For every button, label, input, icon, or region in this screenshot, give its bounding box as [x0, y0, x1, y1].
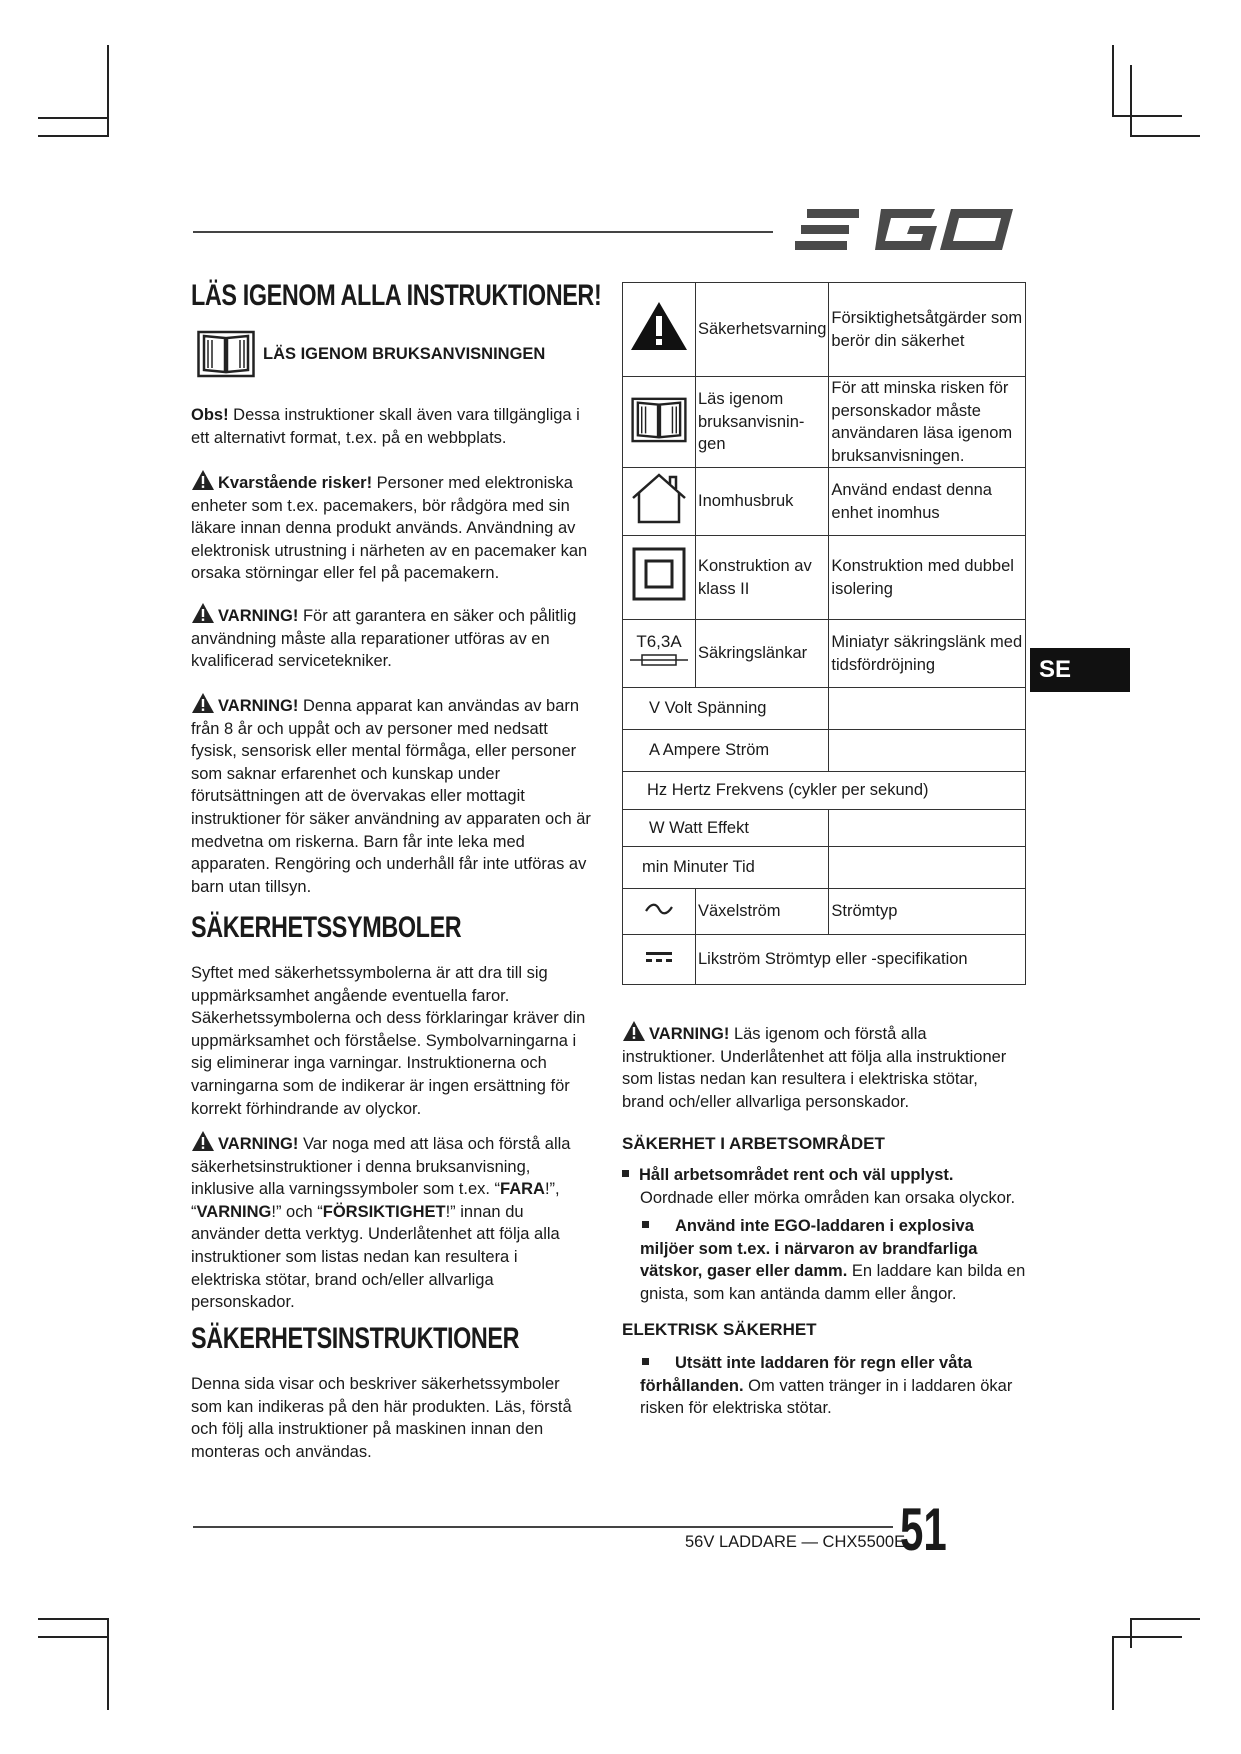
- symbol-description: För att minska risken för personskador måste användaren läsa igenom bruksanvisningen.: [829, 377, 1026, 468]
- manual-book-icon: [631, 395, 687, 443]
- symbol-cell: [623, 283, 696, 377]
- symbol-name: Läs igenom bruksanvisnin-gen: [696, 377, 829, 468]
- symbol-name: Säkerhetsvarning: [696, 283, 829, 377]
- symbol-description: [829, 730, 1026, 772]
- fuse-icon: [630, 653, 688, 667]
- crop-mark: [107, 45, 109, 137]
- table-row: [623, 688, 1026, 730]
- instructions-paragraph: Denna sida visar och beskriver säkerhetssymboler som kan indikeras på den här produkten. Läs, förstå och följ alla instruktioner på maskinen innan den monteras och användas.: [191, 1375, 572, 1461]
- symbol-description: [829, 688, 1026, 730]
- warning-triangle-icon: [191, 1130, 215, 1152]
- heading-safety-symbols: SÄKERHETSSYMBOLER: [191, 911, 462, 944]
- page-number: 51: [900, 1496, 947, 1563]
- fuse-rating-label: T6,3A: [636, 632, 682, 652]
- footer-rule: [193, 1526, 893, 1528]
- crop-mark: [1112, 1636, 1114, 1710]
- crop-mark: [1130, 135, 1200, 137]
- symbol-name: Säkringslänkar: [696, 620, 829, 688]
- symbol-description: Konstruktion med dubbel isolering: [829, 536, 1026, 620]
- symbol-description: [829, 847, 1026, 889]
- warning-read-all-paragraph: VARNING! Var noga med att läsa och förstå alla säkerhetsinstruktioner i denna bruksanvisning, inklusive alla varningssymboler som t.ex. “FARA!”, “VARNING!” och “FÖRSIKTIGHET!” innan du använder detta verktyg. Underlåtenhet att följa alla instruktioner som listas nedan kan resultera i elektriska stötar, brand och/eller allvarliga personskador.: [191, 1130, 591, 1314]
- symbol-cell: [623, 468, 696, 536]
- warning-children-paragraph: VARNING! Denna apparat kan användas av barn från 8 år och uppåt och av personer med nedsatt fysisk, sensorisk eller mental förmåga, eller personer som saknar erfarenhet och kunskap under förutsättningen att de övervakas eller mottagit instruktioner för säker användning av apparaten och är medvetna om riskerna. Barn får inte leka med apparaten. Rengöring och underhåll får inte utföras av barn utan tillsyn.: [191, 692, 591, 898]
- crop-mark: [38, 117, 108, 119]
- crop-mark: [1130, 1618, 1132, 1648]
- table-row: [623, 847, 1026, 889]
- symbol-name: Inomhusbruk: [696, 468, 829, 536]
- symbol-cell: [623, 536, 696, 620]
- double-insulation-icon: [632, 547, 686, 601]
- symbols-intro-paragraph: Syftet med säkerhetssymbolerna är att dra till sig uppmärksamhet angående eventuella faror. Säkerhetssymbolerna och dess förklaringar kräver din uppmärksamhet och förståelse. Symbolvarningarna i sig eliminerar inga varningar. Instruktionerna och varningarna som de indikerar är ingen ersättning för korrekt förhindrande av olyckor.: [191, 964, 586, 1118]
- symbol-description: Strömtyp: [829, 889, 1026, 935]
- symbol-name: min Minuter Tid: [623, 847, 829, 889]
- symbol-cell: [623, 620, 696, 688]
- table-row: [623, 889, 1026, 935]
- warning-triangle-icon: [191, 692, 215, 714]
- direct-current-icon: [644, 950, 674, 964]
- table-row: [623, 536, 1026, 620]
- symbol-description: Försiktighetsåtgärder som berör din säkerhet: [829, 283, 1026, 377]
- table-row: [623, 620, 1026, 688]
- residual-risk-paragraph: Kvarstående risker! Personer med elektroniska enheter som t.ex. pacemakers, bör rådgöra med sin läkare innan denna produkt används. Användning av elektronisk utrustning i närheten av en pacemaker kan orsaka störningar eller fel på pacemakern.: [191, 469, 591, 585]
- crop-mark: [38, 1618, 108, 1620]
- warning-triangle-icon: [191, 602, 215, 624]
- table-row: [623, 810, 1026, 847]
- language-tab: SE: [1030, 648, 1130, 692]
- symbol-name: Växelström: [696, 889, 829, 935]
- warning-general-paragraph: VARNING! Läs igenom och förstå alla instruktioner. Underlåtenhet att följa alla instruktioner som listas nedan kan resultera i elektriska stötar, brand och/eller allvarliga personskador.: [622, 1020, 1022, 1113]
- house-icon: [630, 472, 688, 524]
- symbol-name: A Ampere Ström: [623, 730, 829, 772]
- symbol-cell: [623, 935, 696, 985]
- manual-book-icon: [197, 328, 255, 378]
- heading-read-all: LÄS IGENOM ALLA INSTRUKTIONER!: [191, 279, 602, 312]
- symbol-description: Miniatyr säkringslänk med tidsfördröjning: [829, 620, 1026, 688]
- symbol-name: Likström Strömtyp eller -specifikation: [696, 935, 1026, 985]
- bullet-icon: [642, 1221, 649, 1228]
- crop-mark: [1130, 1618, 1200, 1620]
- safety-symbol-table: [622, 282, 1026, 985]
- crop-mark: [1112, 45, 1114, 115]
- safety-alert-icon: [630, 301, 688, 351]
- footer-product-name: 56V LADDARE — CHX5500E: [685, 1533, 906, 1551]
- obs-paragraph: Obs! Dessa instruktioner skall även vara tillgängliga i ett alternativt format, t.ex. på en webbplats.: [191, 406, 580, 447]
- symbol-name: Konstruktion av klass II: [696, 536, 829, 620]
- heading-electrical-safety: ELEKTRISK SÄKERHET: [622, 1320, 817, 1339]
- warning-triangle-icon: [191, 469, 215, 491]
- symbol-name: V Volt Spänning: [623, 688, 829, 730]
- table-row: [623, 377, 1026, 468]
- list-item: Använd inte EGO-laddaren i explosiva miljöer som t.ex. i närvaron av brandfarliga vätskor, gaser eller damm. En laddare kan bilda en gnista, som kan antända damm eller ångor.: [640, 1217, 1026, 1303]
- heading-work-area-safety: SÄKERHET I ARBETSOMRÅDET: [622, 1134, 885, 1153]
- crop-mark: [1130, 65, 1132, 135]
- symbol-name: W Watt Effekt: [623, 810, 829, 847]
- symbol-description: [829, 810, 1026, 847]
- warning-repairs-paragraph: VARNING! För att garantera en säker och pålitlig användning måste alla reparationer utföras av en kvalificerad servicetekniker.: [191, 602, 591, 673]
- table-row: [623, 283, 1026, 377]
- alternating-current-icon: [644, 902, 674, 916]
- list-item: Håll arbetsområdet rent och väl upplyst.: [622, 1164, 1027, 1187]
- symbol-name: Hz Hertz Frekvens (cykler per sekund): [623, 772, 1026, 810]
- table-row: [623, 468, 1026, 536]
- crop-mark: [1112, 115, 1182, 117]
- read-manual-label: LÄS IGENOM BRUKSANVISNINGEN: [263, 345, 546, 363]
- table-row: [623, 935, 1026, 985]
- crop-mark: [38, 135, 108, 137]
- symbol-description: Använd endast denna enhet inomhus: [829, 468, 1026, 536]
- warning-triangle-icon: [622, 1020, 646, 1042]
- ego-logo: [795, 205, 1020, 255]
- symbol-cell: [623, 889, 696, 935]
- list-item: Utsätt inte laddaren för regn eller våta förhållanden. Om vatten tränger in i laddaren ökar risken för elektriska stötar.: [640, 1354, 1013, 1418]
- bullet-icon: [622, 1170, 629, 1177]
- bullet-icon: [642, 1358, 649, 1365]
- crop-mark: [1112, 1636, 1182, 1638]
- crop-mark: [38, 1636, 108, 1638]
- symbol-cell: [623, 377, 696, 468]
- table-row: [623, 772, 1026, 810]
- header-rule: [193, 231, 773, 233]
- crop-mark: [107, 1618, 109, 1710]
- heading-safety-instructions: SÄKERHETSINSTRUKTIONER: [191, 1322, 520, 1355]
- table-row: [623, 730, 1026, 772]
- list-item-text: Oordnade eller mörka områden kan orsaka olyckor.: [640, 1189, 1016, 1207]
